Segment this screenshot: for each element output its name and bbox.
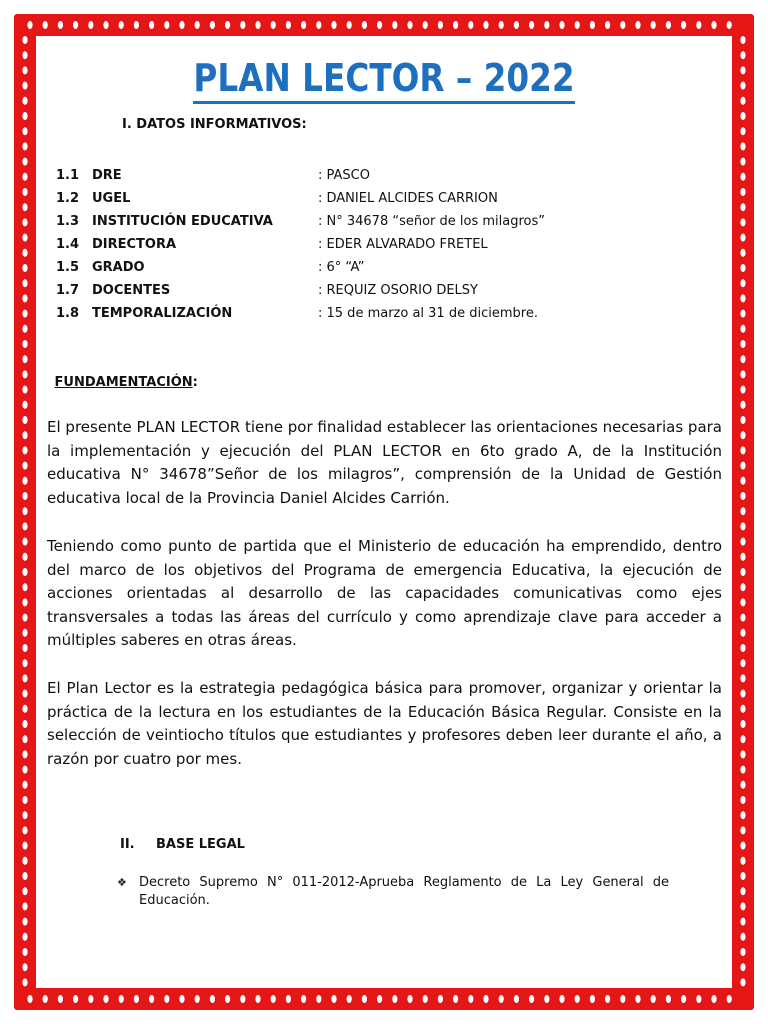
border-dot [468, 995, 473, 1003]
border-dot [22, 690, 27, 698]
border-dot [740, 857, 745, 865]
border-dot [22, 203, 27, 211]
info-value: : N° 34678 “señor de los milagros” [318, 214, 546, 229]
border-dot [711, 21, 716, 29]
border-dot [392, 21, 397, 29]
border-dot [740, 918, 745, 926]
border-dot [240, 995, 245, 1003]
border-dot [22, 446, 27, 454]
border-dot [22, 872, 27, 880]
border-dot [740, 902, 745, 910]
border-dot [22, 370, 27, 378]
border-dot [240, 21, 245, 29]
border-dot [210, 21, 215, 29]
border-dot [740, 933, 745, 941]
border-dot [22, 902, 27, 910]
fundamentacion-heading-colon: : [192, 375, 198, 390]
border-dot [740, 492, 745, 500]
border-dot [740, 705, 745, 713]
border-dot [22, 264, 27, 272]
border-dot [696, 995, 701, 1003]
border-dot [740, 568, 745, 576]
border-dot [740, 446, 745, 454]
border-dot [22, 431, 27, 439]
border-dot [22, 674, 27, 682]
border-dot [740, 766, 745, 774]
border-dot [453, 21, 458, 29]
border-dot [286, 995, 291, 1003]
border-dot [740, 963, 745, 971]
border-dot [22, 507, 27, 515]
border-dot [559, 21, 564, 29]
border-dot [740, 325, 745, 333]
border-dot [225, 21, 230, 29]
border-dot [590, 21, 595, 29]
border-dot [22, 112, 27, 120]
border-dot [22, 279, 27, 287]
border-dot [740, 690, 745, 698]
info-row [56, 280, 676, 303]
info-number: 1.7 [56, 283, 80, 298]
border-dot [22, 355, 27, 363]
border-dot [438, 995, 443, 1003]
border-dot [22, 614, 27, 622]
info-row [56, 188, 676, 211]
border-dot [22, 310, 27, 318]
info-row [56, 211, 676, 234]
border-dot [22, 629, 27, 637]
border-dot [605, 21, 610, 29]
border-dot [331, 21, 336, 29]
border-dot [134, 995, 139, 1003]
info-label: UGEL [92, 191, 131, 206]
border-dot [22, 705, 27, 713]
info-label: DIRECTORA [92, 237, 177, 252]
border-dot [179, 995, 184, 1003]
border-dot [22, 158, 27, 166]
border-dot [362, 995, 367, 1003]
border-dot [392, 995, 397, 1003]
border-dot [407, 995, 412, 1003]
border-dot [22, 82, 27, 90]
border-dot [73, 995, 78, 1003]
paragraph: El presente PLAN LECTOR tiene por finalidad establecer las orientaciones necesarias para la implementación y ejecución del PLAN LECTOR en 6to grado A, de la Institución educativa N° 34678”Señor de los milagros”, comprensión de la Unidad de Gestión educativa local de la Provincia Daniel Alcides Carrión. [47, 418, 722, 507]
border-dot [590, 995, 595, 1003]
border-dot [22, 51, 27, 59]
info-row [56, 257, 676, 280]
border-dot [103, 995, 108, 1003]
border-dot [22, 36, 27, 44]
border-dot [22, 735, 27, 743]
border-dot [377, 21, 382, 29]
border-dot [740, 355, 745, 363]
border-dot [483, 21, 488, 29]
info-value: : 6° “A” [318, 260, 365, 275]
border-dot [58, 21, 63, 29]
border-dot [22, 173, 27, 181]
border-dot [22, 218, 27, 226]
border-dot [271, 995, 276, 1003]
info-number: 1.3 [56, 214, 80, 229]
border-dot [740, 264, 745, 272]
list-item [117, 874, 669, 910]
border-dot [22, 583, 27, 591]
border-dot [514, 21, 519, 29]
border-dot [22, 340, 27, 348]
border-dot [103, 21, 108, 29]
border-dot [635, 21, 640, 29]
fundamentacion-heading-text: FUNDAMENTACIÓN [54, 375, 193, 390]
info-value: : REQUIZ OSORIO DELSY [318, 283, 478, 298]
border-dot [740, 431, 745, 439]
border-dot [271, 21, 276, 29]
border-dot [740, 614, 745, 622]
border-dot [651, 21, 656, 29]
border-dot [134, 21, 139, 29]
paragraph: El Plan Lector es la estrategia pedagógica básica para promover, organizar y orientar la práctica de la lectura en los estudiantes de la Educación Básica Regular. Consiste en la selección de veintiocho títulos que estudiantes y profesores deben leer durante el año, a razón por cuatro por mes. [47, 679, 722, 768]
border-dot [740, 142, 745, 150]
border-dot [605, 995, 610, 1003]
border-dot [559, 995, 564, 1003]
border-dot [740, 370, 745, 378]
border-dot [316, 21, 321, 29]
info-number: 1.2 [56, 191, 80, 206]
border-dot [22, 766, 27, 774]
border-dot [22, 294, 27, 302]
border-dot [22, 249, 27, 257]
border-dot [22, 887, 27, 895]
border-dot [681, 21, 686, 29]
border-dot [22, 66, 27, 74]
border-dot [22, 644, 27, 652]
border-dot [195, 21, 200, 29]
border-dot [255, 21, 260, 29]
border-dot [225, 995, 230, 1003]
border-dot [740, 583, 745, 591]
border-dot [22, 416, 27, 424]
border-dot [22, 401, 27, 409]
border-dot [331, 995, 336, 1003]
border-dot [22, 948, 27, 956]
border-dot [740, 507, 745, 515]
list-item-text: Decreto Supremo N° 011-2012-Aprueba Reglamento de La Ley General de Educación. [139, 875, 669, 908]
border-dot [27, 995, 32, 1003]
border-dot [727, 995, 732, 1003]
border-dot [22, 97, 27, 105]
section-heading-fundamentacion [50, 375, 198, 390]
border-dot [22, 538, 27, 546]
border-dot [22, 720, 27, 728]
border-dot [575, 21, 580, 29]
border-dot [740, 674, 745, 682]
section-heading-datos: I. DATOS INFORMATIVOS: [122, 117, 307, 132]
border-dot [22, 142, 27, 150]
border-dot [43, 995, 48, 1003]
info-row [56, 165, 676, 188]
border-dot [423, 21, 428, 29]
border-dot [483, 995, 488, 1003]
border-dot [22, 933, 27, 941]
border-dot [740, 796, 745, 804]
border-dot [255, 995, 260, 1003]
border-dot [740, 234, 745, 242]
border-dot [22, 857, 27, 865]
border-dot [22, 598, 27, 606]
info-number: 1.4 [56, 237, 80, 252]
border-dot [195, 995, 200, 1003]
border-dot [22, 568, 27, 576]
border-dot [73, 21, 78, 29]
border-dot [740, 750, 745, 758]
border-dot [149, 995, 154, 1003]
border-dot [43, 21, 48, 29]
border-dot [210, 995, 215, 1003]
border-dot [740, 948, 745, 956]
info-value: : PASCO [318, 168, 370, 183]
border-dot [529, 995, 534, 1003]
border-dot [453, 995, 458, 1003]
info-number: 1.1 [56, 168, 80, 183]
diamond-bullet-icon: ❖ [117, 876, 127, 889]
border-dot [575, 995, 580, 1003]
border-dot [301, 21, 306, 29]
border-dot [347, 995, 352, 1003]
info-number: 1.5 [56, 260, 80, 275]
border-dot [740, 659, 745, 667]
border-dot [22, 127, 27, 135]
border-dot [22, 188, 27, 196]
border-dot [740, 887, 745, 895]
border-dot [620, 995, 625, 1003]
border-dot [740, 294, 745, 302]
border-dot [499, 995, 504, 1003]
border-dot [22, 522, 27, 530]
border-dot [22, 811, 27, 819]
border-dot [740, 553, 745, 561]
border-dot [740, 872, 745, 880]
info-value: : DANIEL ALCIDES CARRION [318, 191, 498, 206]
border-dot [88, 995, 93, 1003]
border-dot [740, 978, 745, 986]
border-dot [377, 995, 382, 1003]
border-dot [27, 21, 32, 29]
border-dot [740, 386, 745, 394]
border-dot [740, 781, 745, 789]
document-title: PLAN LECTOR – 2022 [54, 56, 714, 100]
border-dot [740, 629, 745, 637]
border-dot [407, 21, 412, 29]
info-label: GRADO [92, 260, 145, 275]
border-dot [727, 21, 732, 29]
border-dot [88, 21, 93, 29]
border-dot [22, 477, 27, 485]
border-dot [740, 811, 745, 819]
info-row [56, 234, 676, 257]
info-number: 1.8 [56, 306, 80, 321]
border-dot [119, 995, 124, 1003]
info-label: DOCENTES [92, 283, 171, 298]
border-dot [740, 173, 745, 181]
border-dot [529, 21, 534, 29]
border-dot [301, 995, 306, 1003]
border-dot [740, 51, 745, 59]
border-dot [286, 21, 291, 29]
border-dot [740, 36, 745, 44]
info-row [56, 303, 676, 326]
border-dot [164, 21, 169, 29]
border-dot [740, 598, 745, 606]
border-dot [362, 21, 367, 29]
border-dot [681, 995, 686, 1003]
border-dot [514, 995, 519, 1003]
border-dot [316, 995, 321, 1003]
border-dot [740, 522, 745, 530]
border-dot [22, 750, 27, 758]
border-dot [740, 462, 745, 470]
border-dot [58, 995, 63, 1003]
border-dot [544, 21, 549, 29]
border-dot [651, 995, 656, 1003]
info-label: TEMPORALIZACIÓN [92, 306, 233, 321]
border-dot [22, 826, 27, 834]
border-dot [22, 918, 27, 926]
border-dot [620, 21, 625, 29]
border-dot [22, 492, 27, 500]
border-dot [740, 97, 745, 105]
info-label: INSTITUCIÓN EDUCATIVA [92, 214, 273, 229]
border-dot [544, 995, 549, 1003]
border-dot [149, 21, 154, 29]
border-dot [468, 21, 473, 29]
info-value: : 15 de marzo al 31 de diciembre. [318, 306, 538, 321]
border-dot [696, 21, 701, 29]
border-dot [740, 188, 745, 196]
border-dot [740, 644, 745, 652]
section-title: BASE LEGAL [156, 837, 245, 852]
border-dot [666, 21, 671, 29]
border-dot [22, 796, 27, 804]
border-dot [22, 325, 27, 333]
border-dot [22, 842, 27, 850]
border-dot [740, 112, 745, 120]
border-dot [164, 995, 169, 1003]
border-dot [740, 720, 745, 728]
border-dot [740, 66, 745, 74]
border-dot [740, 842, 745, 850]
border-dot [179, 21, 184, 29]
border-dot [740, 340, 745, 348]
border-dot [740, 279, 745, 287]
border-dot [740, 538, 745, 546]
info-value: : EDER ALVARADO FRETEL [318, 237, 488, 252]
section-heading-base-legal [120, 837, 245, 852]
border-dot [740, 82, 745, 90]
border-dot [740, 218, 745, 226]
border-dot [635, 995, 640, 1003]
border-dot [740, 401, 745, 409]
border-dot [740, 735, 745, 743]
border-dot [740, 203, 745, 211]
border-dot [438, 21, 443, 29]
border-dot [22, 978, 27, 986]
border-dot [666, 995, 671, 1003]
border-dot [22, 553, 27, 561]
border-dot [22, 781, 27, 789]
border-dot [740, 158, 745, 166]
border-dot [740, 249, 745, 257]
border-dot [740, 416, 745, 424]
border-dot [119, 21, 124, 29]
border-dot [711, 995, 716, 1003]
border-dot [740, 477, 745, 485]
border-dot [740, 127, 745, 135]
border-dot [499, 21, 504, 29]
border-dot [740, 310, 745, 318]
border-dot [22, 659, 27, 667]
border-dot [22, 386, 27, 394]
paragraph: Teniendo como punto de partida que el Ministerio de educación ha emprendido, dentro del marco de los objetivos del Programa de emergencia Educativa, la ejecución de acciones orientadas al desarrollo de las capacidades comunicativas como ejes transversales a todas las áreas del currículo y como aprendizaje clave para acceder a múltiples saberes en otras áreas. [47, 537, 722, 649]
section-number: II. [120, 837, 135, 852]
info-list [56, 165, 676, 326]
border-dot [423, 995, 428, 1003]
border-dot [347, 21, 352, 29]
border-dot [22, 234, 27, 242]
info-label: DRE [92, 168, 122, 183]
border-dot [740, 826, 745, 834]
border-dot [22, 963, 27, 971]
border-dot [22, 462, 27, 470]
